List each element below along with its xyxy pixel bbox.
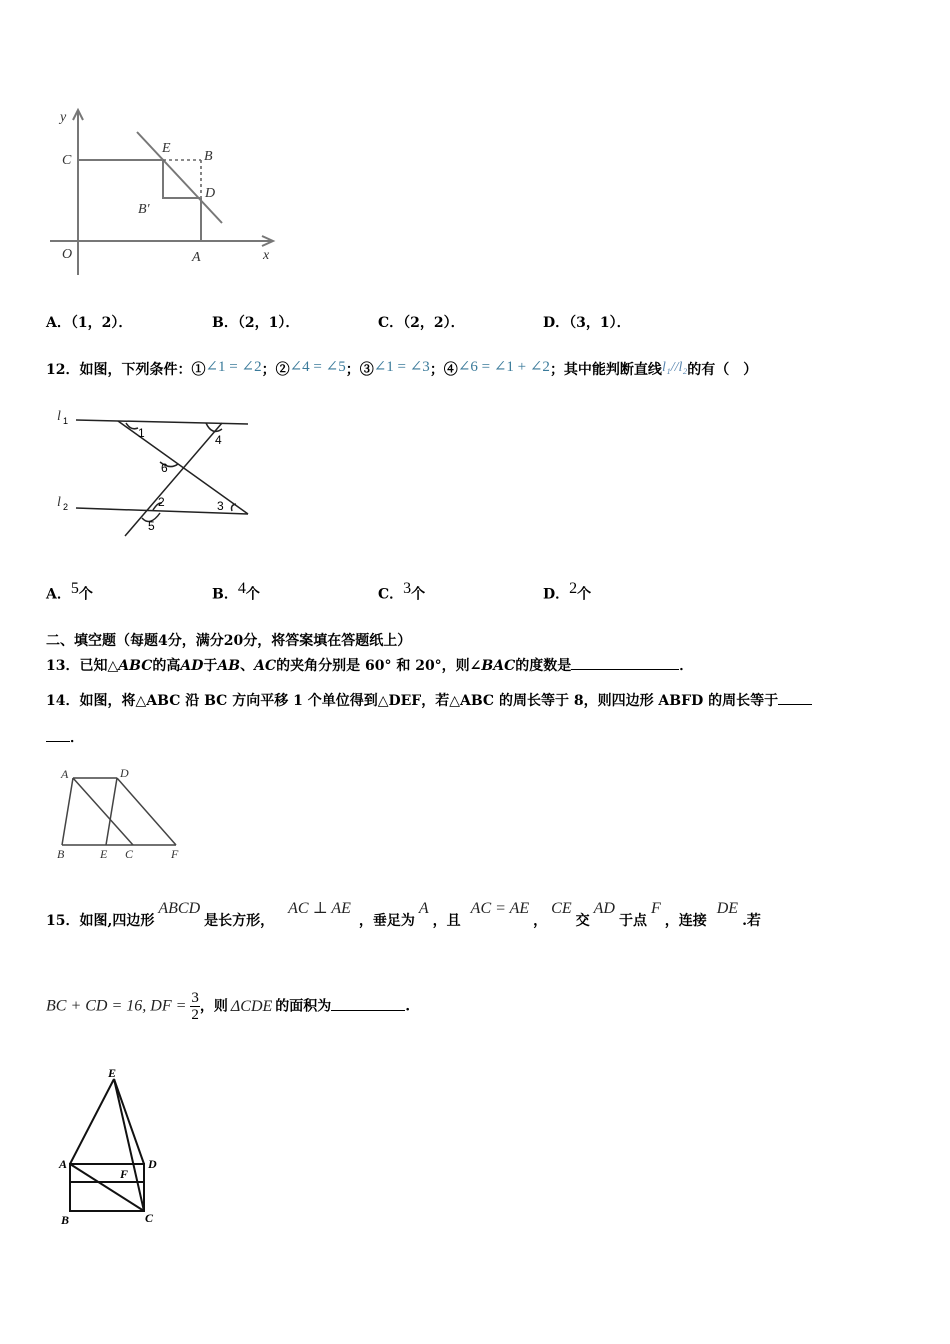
q11-option-c: C．（2，2）．: [378, 315, 465, 331]
label-A: A: [192, 250, 201, 265]
label-D: D: [148, 1157, 157, 1171]
q14-answer-blank-cont: [46, 727, 70, 742]
label-O: O: [62, 247, 73, 262]
q12-option-b: B．4个: [212, 580, 260, 603]
label-F: F: [171, 847, 179, 861]
label-D: D: [120, 766, 129, 780]
label-B: B: [204, 149, 213, 164]
q11-option-a: A．（1，2）．: [46, 315, 133, 331]
q15-question-line2: BC + CD = 16, DF = $\frac{3}{2}$ ，则 ΔCDE 的面积为 .: [46, 990, 411, 1023]
q15-answer-blank[interactable]: [331, 996, 405, 1011]
q12-question: 12．如图，下列条件：①∠1 = ∠2；②∠4 = ∠5；③∠1 = ∠3；④∠6 = ∠1 + ∠2；其中能判断直线l₁//l₂的有（ ）: [46, 359, 758, 378]
label-C: C: [145, 1211, 154, 1225]
q14-answer-blank[interactable]: [778, 690, 812, 705]
q13-question: 13．已知△ABC的高AD于AB、AC的夹角分别是 60° 和 20°，则∠BAC的度数是 ．: [46, 655, 693, 675]
label-l1: l: [57, 409, 61, 424]
label-B-prime: B′: [138, 202, 150, 217]
label-l2-sub: 2: [63, 502, 69, 512]
label-angle-1: 1: [138, 426, 145, 440]
label-E: E: [162, 141, 171, 156]
q14-question: 14．如图，将△ABC 沿 BC 方向平移 1 个单位得到△DEF，若△ABC 的周长等于 8，则四边形 ABFD 的周长等于: [46, 690, 812, 710]
label-angle-3: 3: [217, 499, 224, 513]
label-angle-6: 6: [161, 461, 168, 475]
fraction-3-2: $\frac{3}{2}$: [191, 990, 199, 1023]
q14-question-end: ．: [46, 727, 84, 747]
label-l2: l: [57, 495, 61, 510]
label-l1-sub: 1: [63, 416, 69, 426]
label-E: E: [100, 847, 108, 861]
label-angle-4: 4: [215, 433, 222, 447]
label-A: A: [59, 1157, 68, 1171]
q12-option-a: A．5个: [46, 580, 93, 603]
label-D: D: [205, 186, 216, 201]
q11-option-b: B．（2，1）．: [212, 315, 300, 331]
label-F: F: [120, 1167, 129, 1181]
label-x: x: [263, 248, 270, 263]
label-angle-2: 2: [158, 495, 165, 509]
q12-option-d: D．2个: [543, 580, 592, 603]
label-E: E: [108, 1066, 117, 1080]
label-A: A: [61, 767, 69, 781]
label-y: y: [60, 110, 67, 125]
q12-option-c: C．3个: [378, 580, 426, 603]
label-B: B: [61, 1213, 70, 1227]
label-B: B: [57, 847, 65, 861]
label-C: C: [62, 153, 72, 168]
q11-option-d: D．（3，1）．: [543, 315, 631, 331]
q13-answer-blank[interactable]: [571, 655, 679, 670]
section-2-heading: 二、填空题（每题4分，满分20分，将答案填在答题纸上）: [46, 633, 412, 649]
label-C: C: [125, 847, 134, 861]
label-angle-5: 5: [148, 519, 155, 533]
q15-question-line1: 15．如图,四边形ABCD是长方形，AC ⊥ AE，垂足为A，且AC = AE，CE交AD于点F，连接DE.若: [46, 900, 761, 929]
